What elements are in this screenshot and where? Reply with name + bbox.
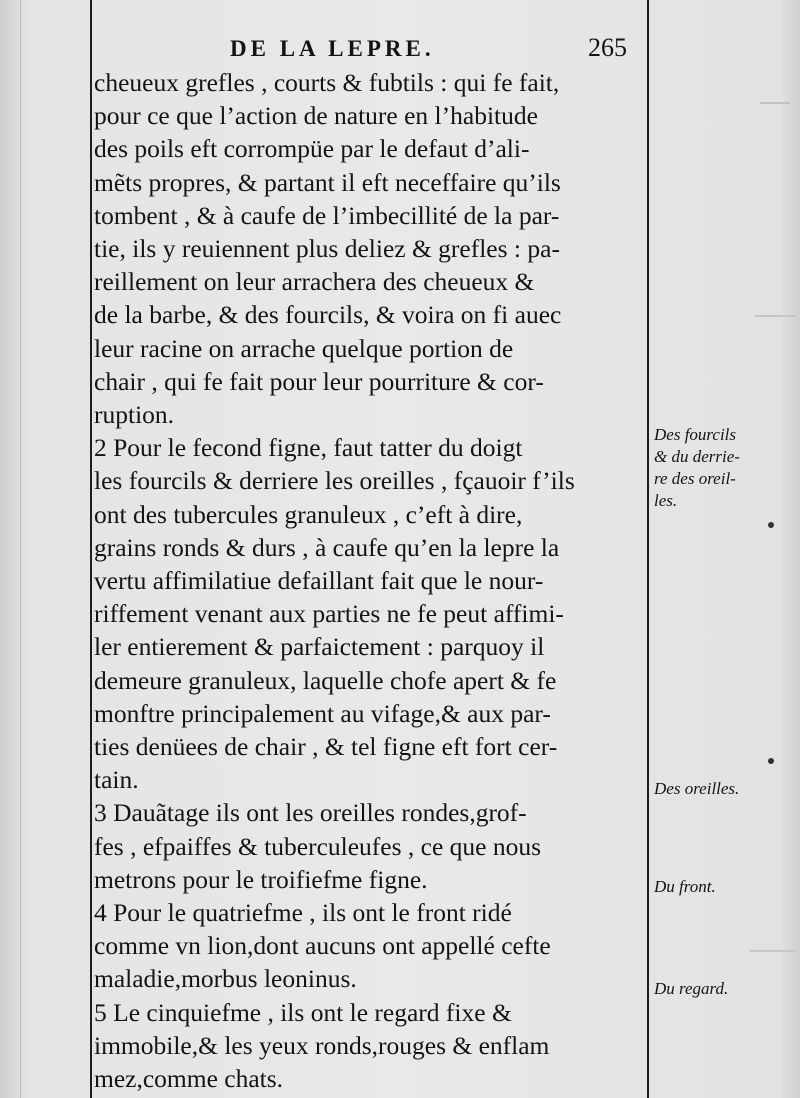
ink-dot: [768, 522, 774, 528]
text-line: ont des tubercules granuleux , c’eft à dire,: [94, 499, 523, 529]
text-line: leur racine on arrache quelque portion de: [94, 333, 514, 363]
text-line: 4 Pour le quatriefme , ils ont le front ridé: [94, 898, 512, 928]
text-line: pour ce que l’action de nature en l’habitude: [94, 101, 538, 131]
bleed-through-mark: [760, 88, 790, 104]
margin-note-oreilles: [654, 778, 794, 800]
text-line: comme vn lion,dont aucuns ont appellé cefte: [94, 931, 551, 961]
text-line: chair , qui fe fait pour leur pourriture & cor-: [94, 366, 544, 396]
text-line: vertu affimilatiue defaillant fait que le nour-: [94, 566, 544, 596]
text-line: 3 Dauãtage ils ont les oreilles rondes,grof-: [94, 798, 527, 828]
text-line: mez,comme chats.: [94, 1064, 284, 1094]
text-line: de la barbe, & des fourcils, & voira on fi auec: [94, 300, 562, 330]
text-line: metrons pour le troifiefme figne.: [94, 864, 428, 894]
margin-note-line: Du front.: [654, 877, 716, 896]
bleed-through-mark: [755, 305, 795, 317]
margin-note-line: & du derrie-: [654, 447, 740, 466]
text-line: reillement on leur arrachera des cheueux &: [94, 267, 535, 297]
text-line: fes , efpaiffes & tuberculeufes , ce que nous: [94, 831, 542, 861]
text-line: tombent , & à caufe de l’imbecillité de la par-: [94, 200, 560, 230]
margin-note-line: les.: [654, 491, 678, 510]
text-line: riffement venant aux parties ne fe peut affimi-: [94, 599, 564, 629]
text-line: ruption.: [94, 400, 175, 430]
bleed-through-mark: [750, 940, 795, 952]
text-line: ler entierement & parfaictement : parquoy il: [94, 632, 545, 662]
text-line: immobile,& les yeux ronds,rouges & enflam: [94, 1030, 550, 1060]
left-margin-rule: [90, 0, 92, 1098]
text-line: maladie,morbus leoninus.: [94, 964, 357, 994]
text-line: les fourcils & derriere les oreilles , fçauoir f’ils: [94, 466, 575, 496]
text-line: tain.: [94, 765, 139, 795]
text-line: 2 Pour le fecond figne, faut tatter du doigt: [94, 433, 523, 463]
text-line: tie, ils y reuiennent plus deliez & grefles : pa-: [94, 234, 560, 264]
text-line: 5 Le cinquiefme , ils ont le regard fixe &: [94, 997, 512, 1027]
running-title: DE LA LEPRE.: [230, 36, 435, 61]
ink-dot: [768, 758, 774, 764]
margin-note-line: Des fourcils: [654, 425, 737, 444]
text-line: grains ronds & durs , à caufe qu’en la lepre la: [94, 532, 560, 562]
margin-note-line: Du regard.: [654, 979, 729, 998]
right-margin-rule: [647, 0, 649, 1098]
text-line: ties denüees de chair , & tel figne eft fort cer-: [94, 732, 558, 762]
text-line: monftre principalement au vifage,& aux par-: [94, 698, 551, 728]
page-number: 265: [588, 33, 627, 62]
margin-note-front: [654, 876, 794, 898]
text-line: mẽts propres, & partant il eft neceffaire qu’ils: [94, 167, 561, 197]
text-line: des poils eft corrompüe par le defaut d’ali-: [94, 134, 530, 164]
text-line: demeure granuleux, laquelle chofe apert & fe: [94, 665, 557, 695]
text-line: cheueux grefles , courts & fubtils : qui fe fait,: [94, 68, 560, 97]
margin-note-line: Des oreilles.: [654, 779, 740, 798]
margin-note-regard: [654, 978, 794, 1000]
left-edge-rule: [20, 0, 21, 1098]
margin-note-line: re des oreil-: [654, 469, 736, 488]
margin-note-sourcils: [654, 424, 794, 512]
body-text: [94, 66, 646, 1095]
